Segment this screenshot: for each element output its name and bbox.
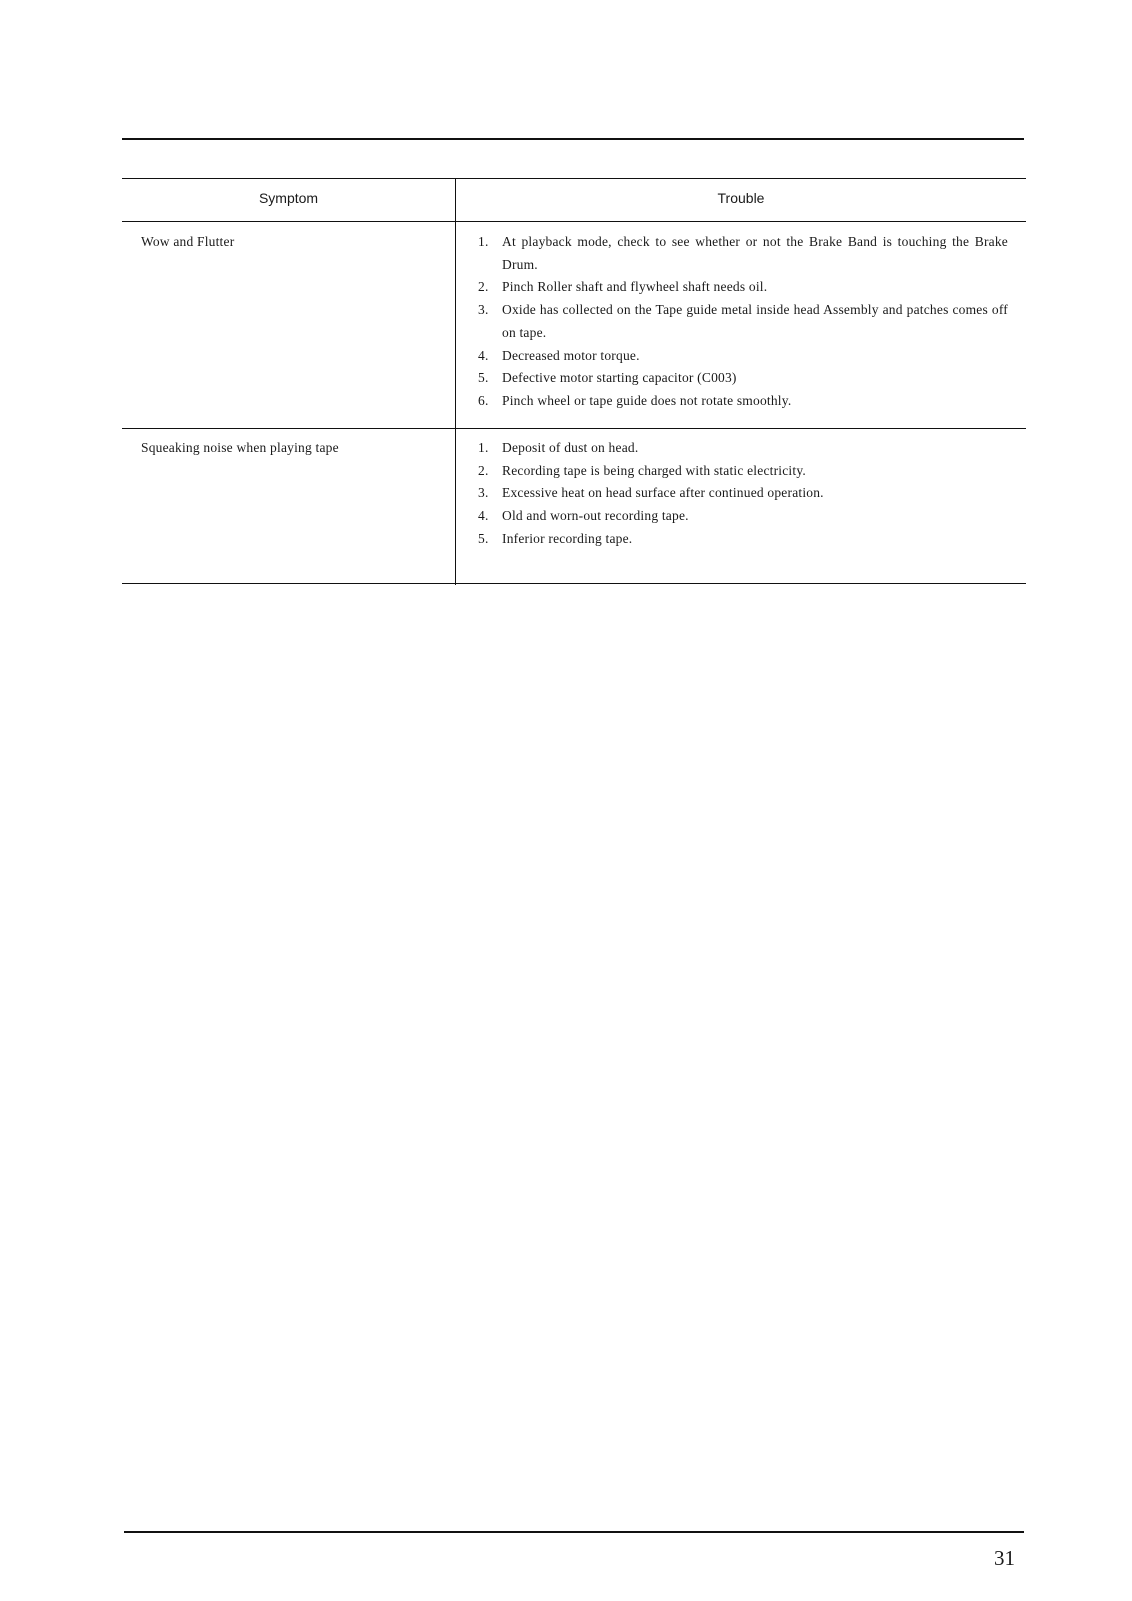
table-top-border [122,178,1026,179]
trouble-item [478,460,1008,483]
troubleshooting-table [122,178,1026,585]
trouble-number: 1. [478,440,489,455]
trouble-number: 6. [478,392,489,408]
trouble-list [478,231,1008,413]
table-bottom-border [122,583,1026,584]
row-separator [122,428,1026,429]
trouble-item [478,299,1008,344]
trouble-number: 3. [478,485,489,501]
trouble-text: Pinch wheel or tape guide does not rotate smoothly. [502,392,792,408]
trouble-number: 4. [478,347,489,363]
header-symptom: Symptom [258,190,319,206]
trouble-item [478,437,1008,460]
header-trouble: Trouble [717,190,765,206]
trouble-number: 2. [478,462,489,478]
trouble-item [478,367,1008,390]
trouble-text: Excessive heat on head surface after continued operation. [502,485,824,501]
trouble-number: 1. [478,234,489,249]
trouble-number: 3. [478,302,489,318]
trouble-text: Inferior recording tape. [502,530,633,546]
column-divider [455,178,456,585]
trouble-number: 4. [478,508,489,524]
trouble-number: 5. [478,530,489,546]
trouble-text: Deposit of dust on head. [502,440,639,455]
trouble-list [478,437,1008,551]
footer-rule [124,1531,1024,1533]
trouble-text: Pinch Roller shaft and flywheel shaft needs oil. [502,279,768,295]
trouble-item [478,505,1008,528]
page-number: 31 [994,1546,1015,1570]
symptom-cell: Squeaking noise when playing tape [141,440,339,455]
trouble-item [478,276,1008,299]
trouble-text: Recording tape is being charged with static electricity. [502,462,806,478]
top-rule [122,138,1024,140]
trouble-text: Oxide has collected on the Tape guide metal inside head Assembly and patches comes off on tape. [502,302,1008,340]
trouble-item [478,231,1008,276]
trouble-item [478,345,1008,368]
trouble-text: Decreased motor torque. [502,347,640,363]
trouble-text: Old and worn-out recording tape. [502,508,689,524]
trouble-text: At playback mode, check to see whether or not the Brake Band is touching the Brake Drum. [502,234,1008,272]
trouble-item [478,528,1008,551]
symptom-cell: Wow and Flutter [141,234,235,249]
header-separator [122,221,1026,222]
trouble-number: 5. [478,370,489,386]
trouble-item [478,390,1008,413]
trouble-item [478,482,1008,505]
trouble-number: 2. [478,279,489,295]
trouble-text: Defective motor starting capacitor (C003) [502,370,737,386]
